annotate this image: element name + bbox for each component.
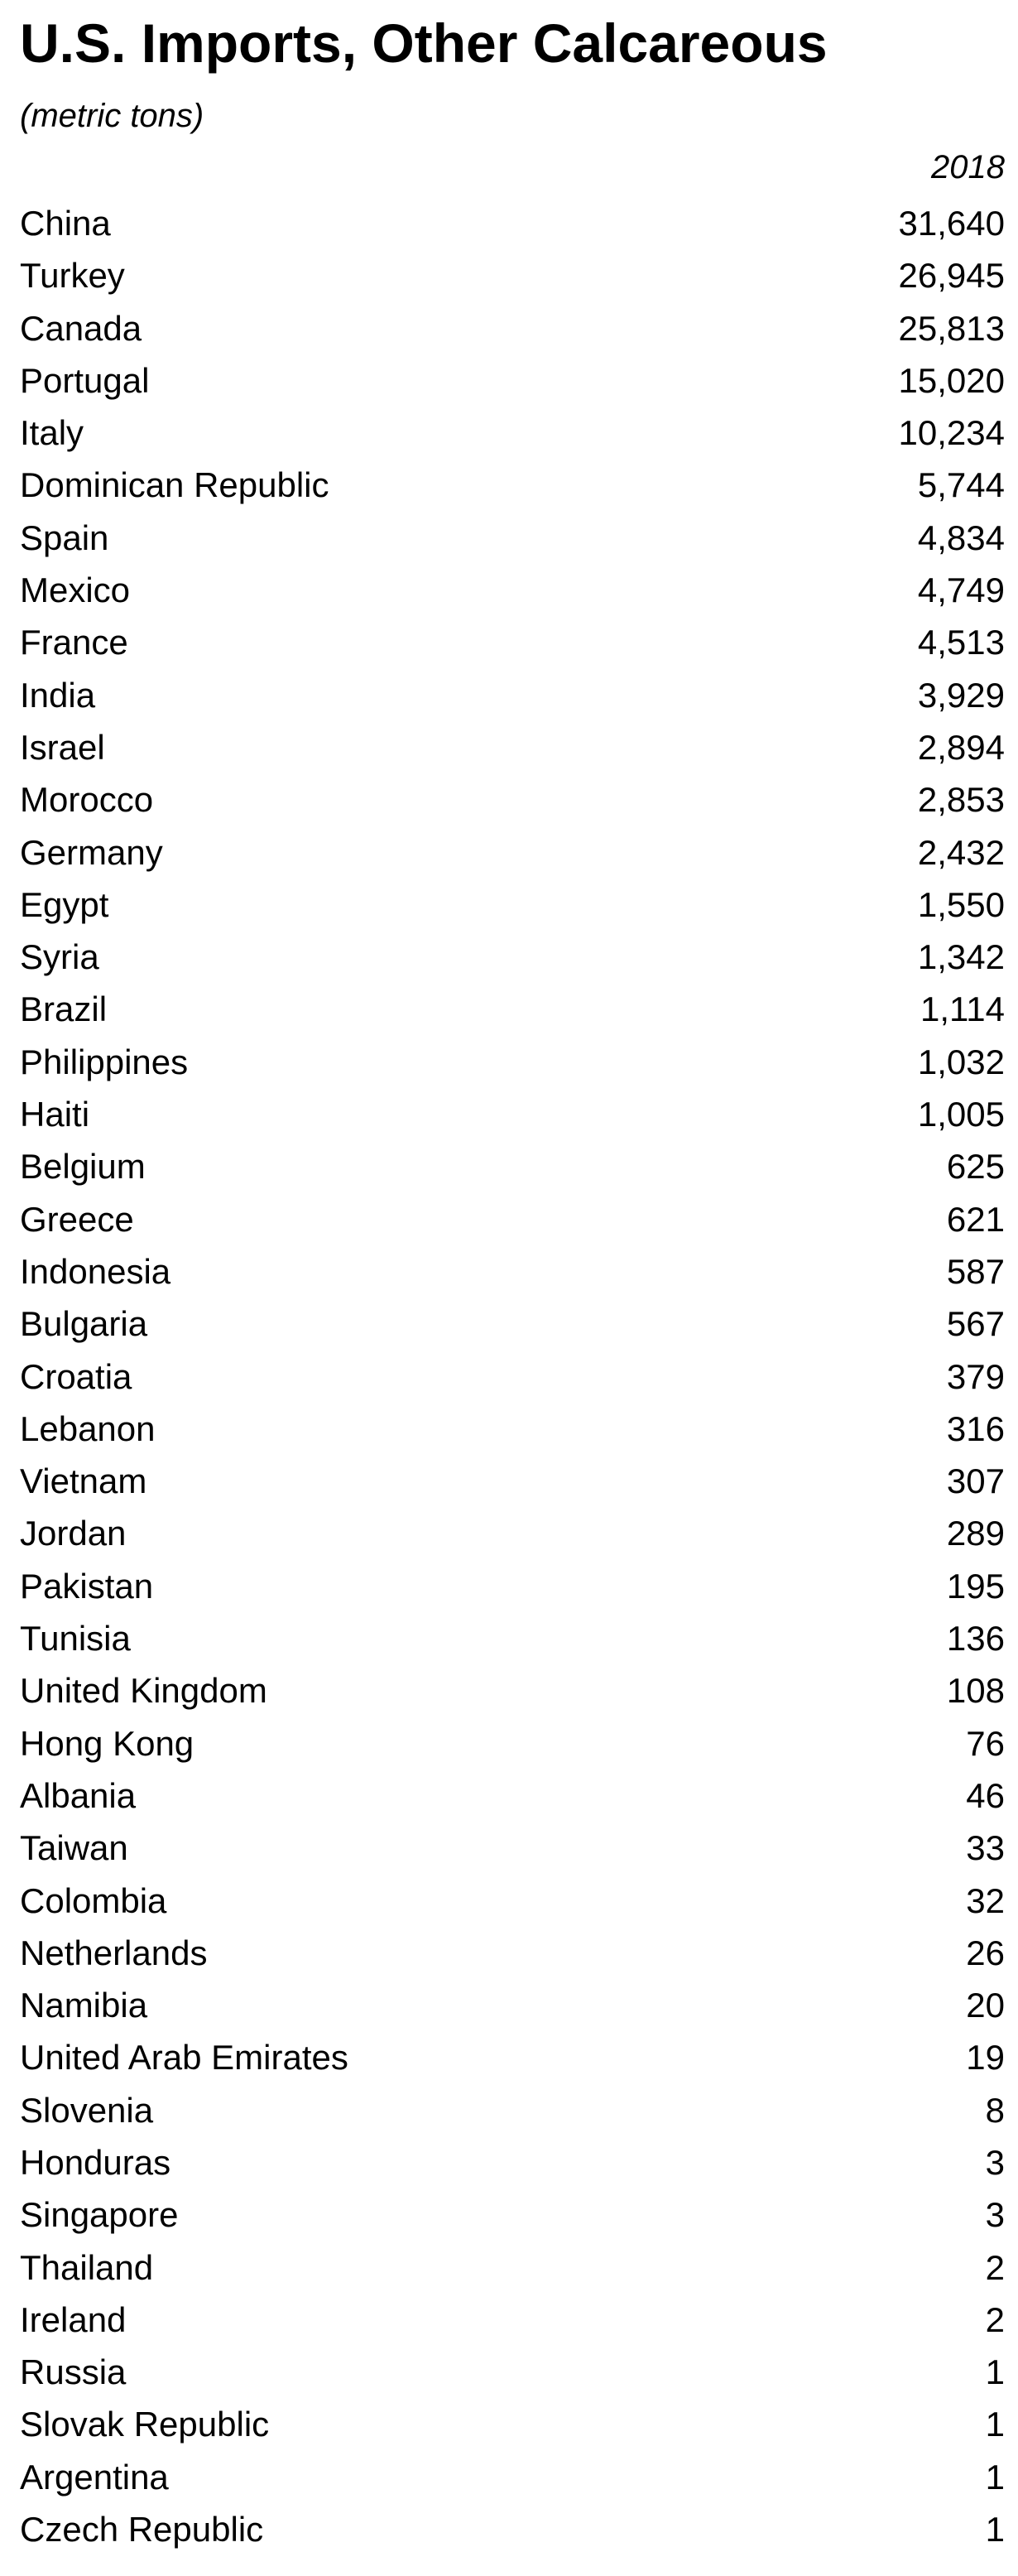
country-label: Jordan — [20, 1514, 127, 1553]
table-row — [20, 2084, 1005, 2136]
import-value: 307 — [946, 1461, 1005, 1501]
import-value: 316 — [946, 1408, 1005, 1448]
import-value: 19 — [966, 2038, 1005, 2078]
chart-title: U.S. Imports, Other Calcareous — [20, 12, 828, 74]
table-row — [20, 1664, 1005, 1717]
table-row — [20, 1769, 1005, 1822]
country-label: Bulgaria — [20, 1304, 148, 1344]
table-row — [20, 512, 1005, 564]
country-label: Italy — [20, 413, 84, 453]
country-label: Slovenia — [20, 2090, 154, 2130]
import-value: 2,894 — [917, 727, 1005, 767]
import-value: 587 — [946, 1251, 1005, 1291]
table-row — [20, 983, 1005, 1035]
country-label: Hong Kong — [20, 1723, 194, 1763]
table-row — [20, 1351, 1005, 1403]
import-value: 2 — [985, 2299, 1005, 2339]
column-header-year: 2018 — [931, 149, 1005, 185]
table-row — [20, 2031, 1005, 2083]
import-value: 621 — [946, 1199, 1005, 1239]
table-row — [20, 459, 1005, 511]
import-value: 8 — [985, 2090, 1005, 2130]
import-value: 2 — [985, 2247, 1005, 2287]
country-label: Morocco — [20, 780, 154, 820]
country-label: France — [20, 623, 128, 662]
country-label: United Kingdom — [20, 1671, 267, 1711]
table-row — [20, 1560, 1005, 1612]
import-value: 1 — [985, 2405, 1005, 2444]
country-label: Taiwan — [20, 1828, 128, 1868]
import-value: 15,020 — [898, 360, 1005, 400]
table-row — [20, 2503, 1005, 2555]
import-value: 2,432 — [917, 832, 1005, 872]
import-value: 10,234 — [898, 413, 1005, 453]
table-row — [20, 197, 1005, 249]
table-row — [20, 2294, 1005, 2346]
country-label: Tunisia — [20, 1619, 131, 1659]
country-label: Namibia — [20, 1986, 148, 2025]
import-value: 625 — [946, 1147, 1005, 1187]
country-label: Slovak Republic — [20, 2405, 270, 2444]
import-value: 25,813 — [898, 308, 1005, 348]
import-value: 20 — [966, 1986, 1005, 2025]
import-value: 1 — [985, 2457, 1005, 2497]
country-label: Portugal — [20, 360, 150, 400]
table-row — [20, 2398, 1005, 2450]
country-label: Spain — [20, 518, 109, 557]
country-label: Haiti — [20, 1095, 90, 1134]
import-value: 32 — [966, 1880, 1005, 1920]
import-value: 1,550 — [917, 884, 1005, 924]
table-row — [20, 564, 1005, 616]
import-value: 1,342 — [917, 937, 1005, 977]
table-row — [20, 1612, 1005, 1664]
data-table — [20, 197, 1005, 2555]
table-row — [20, 1298, 1005, 1350]
table-row — [20, 302, 1005, 354]
import-value: 1,114 — [920, 989, 1005, 1029]
import-value: 108 — [946, 1671, 1005, 1711]
country-label: United Arab Emirates — [20, 2038, 348, 2078]
import-value: 379 — [946, 1356, 1005, 1396]
country-label: Croatia — [20, 1356, 132, 1396]
table-row — [20, 1088, 1005, 1140]
table-row — [20, 407, 1005, 459]
country-label: Colombia — [20, 1880, 167, 1920]
table-row — [20, 1245, 1005, 1298]
country-label: Honduras — [20, 2142, 171, 2182]
table-row — [20, 669, 1005, 721]
country-label: Egypt — [20, 884, 109, 924]
table-row — [20, 773, 1005, 826]
import-value: 26 — [966, 1933, 1005, 1972]
country-label: Albania — [20, 1775, 137, 1815]
table-row — [20, 1140, 1005, 1192]
import-value: 1 — [985, 2352, 1005, 2392]
import-value: 1,005 — [917, 1095, 1005, 1134]
table-row — [20, 1507, 1005, 1559]
table-row — [20, 1455, 1005, 1507]
table-row — [20, 2451, 1005, 2503]
country-label: Indonesia — [20, 1251, 171, 1291]
country-label: Vietnam — [20, 1461, 147, 1501]
table-row — [20, 879, 1005, 931]
table-row — [20, 1403, 1005, 1455]
country-label: China — [20, 204, 111, 243]
country-label: Argentina — [20, 2457, 169, 2497]
table-row — [20, 1193, 1005, 1245]
country-label: Israel — [20, 727, 105, 767]
import-value: 76 — [966, 1723, 1005, 1763]
import-value: 289 — [946, 1514, 1005, 1553]
table-row — [20, 826, 1005, 879]
country-label: India — [20, 675, 96, 715]
country-label: Canada — [20, 308, 142, 348]
table-row — [20, 2188, 1005, 2241]
country-label: Brazil — [20, 989, 108, 1029]
import-value: 136 — [946, 1619, 1005, 1659]
import-value: 4,513 — [917, 623, 1005, 662]
import-value: 3 — [985, 2142, 1005, 2182]
chart-subtitle: (metric tons) — [20, 98, 204, 134]
country-label: Russia — [20, 2352, 127, 2392]
import-value: 5,744 — [917, 465, 1005, 505]
import-value: 195 — [946, 1566, 1005, 1606]
country-label: Mexico — [20, 571, 131, 610]
table-row — [20, 1822, 1005, 1874]
import-value: 33 — [966, 1828, 1005, 1868]
import-value: 3,929 — [917, 675, 1005, 715]
import-value: 1 — [985, 2510, 1005, 2550]
table-row — [20, 249, 1005, 301]
import-value: 46 — [966, 1775, 1005, 1815]
country-label: Pakistan — [20, 1566, 154, 1606]
import-value: 31,640 — [898, 204, 1005, 243]
table-row — [20, 1875, 1005, 1927]
country-label: Ireland — [20, 2299, 127, 2339]
import-value: 3 — [985, 2195, 1005, 2235]
country-label: Singapore — [20, 2195, 179, 2235]
table-row — [20, 1979, 1005, 2031]
import-value: 4,834 — [917, 518, 1005, 557]
country-label: Czech Republic — [20, 2510, 264, 2550]
country-label: Philippines — [20, 1042, 189, 1081]
import-value: 567 — [946, 1304, 1005, 1344]
table-row — [20, 2136, 1005, 2188]
table-row — [20, 354, 1005, 407]
country-label: Greece — [20, 1199, 134, 1239]
table-row — [20, 931, 1005, 983]
import-value: 26,945 — [898, 256, 1005, 296]
country-label: Germany — [20, 832, 163, 872]
country-label: Netherlands — [20, 1933, 208, 1972]
table-row — [20, 1927, 1005, 1979]
country-label: Syria — [20, 937, 99, 977]
country-label: Dominican Republic — [20, 465, 329, 505]
import-value: 4,749 — [917, 571, 1005, 610]
country-label: Belgium — [20, 1147, 146, 1187]
table-row — [20, 2346, 1005, 2398]
table-row — [20, 721, 1005, 773]
table-row — [20, 616, 1005, 668]
country-label: Thailand — [20, 2247, 154, 2287]
table-row — [20, 2241, 1005, 2294]
country-label: Lebanon — [20, 1408, 156, 1448]
country-label: Turkey — [20, 256, 125, 296]
table-row — [20, 1717, 1005, 1769]
table-row — [20, 1036, 1005, 1088]
import-value: 2,853 — [917, 780, 1005, 820]
import-value: 1,032 — [917, 1042, 1005, 1081]
